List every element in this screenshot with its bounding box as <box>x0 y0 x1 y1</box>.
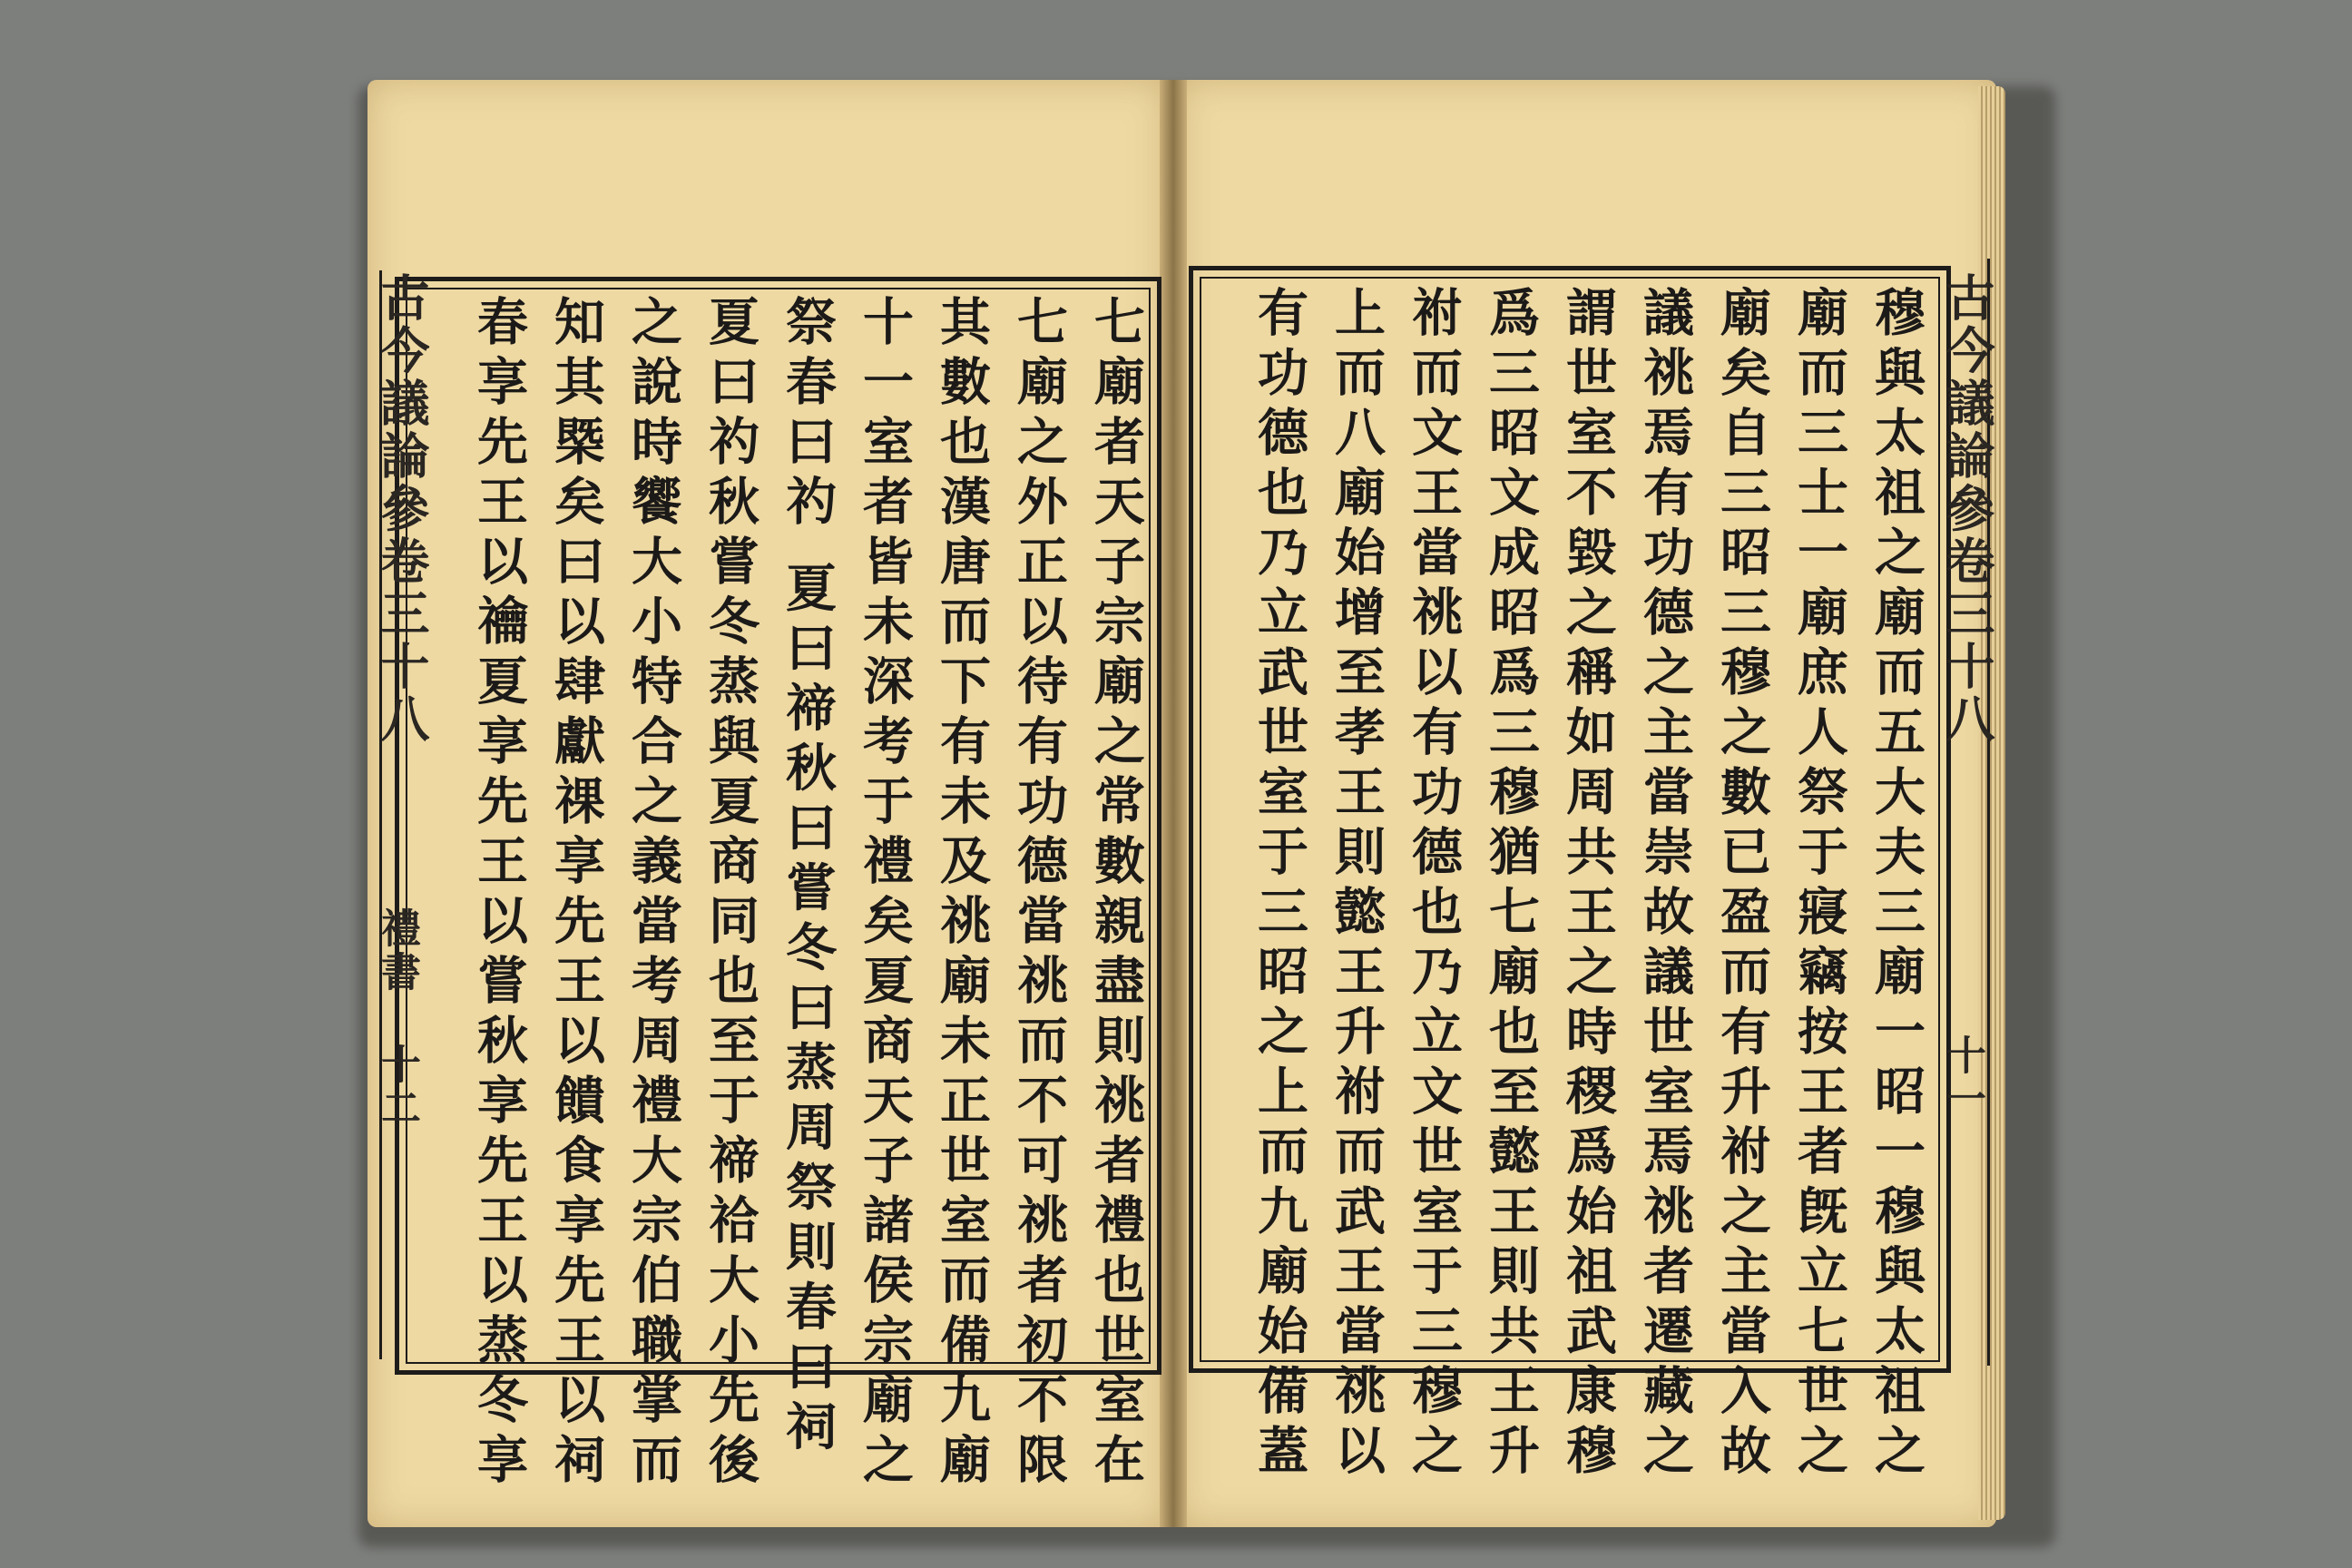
right-text-column: 廟而三士一廟庶人祭于寢竊按王者旣立七世之 <box>1789 286 1849 1484</box>
left-text-column: 夏曰礿秋嘗冬蒸與夏商同也至于禘祫大小先後 <box>701 295 760 1493</box>
left-text-column: 之說時饗大小特合之義當考周禮大宗伯職掌而 <box>623 295 683 1493</box>
left-text-column: 春享先王以禴夏享先王以嘗秋享先王以蒸冬享 <box>469 295 529 1493</box>
left-text-column: 其數也漢唐而下有未及祧廟未正世室而備九廟 <box>932 295 992 1493</box>
left-text-column: 七廟者天子宗廟之常數親盡則祧者禮也世室在 <box>1086 295 1146 1493</box>
left-text-column: 知其槩矣曰以肆獻祼享先王以饋食享先王以祠 <box>546 295 606 1493</box>
right-text-column: 爲三昭文成昭爲三穆猶七廟也至懿王則共王升 <box>1481 286 1541 1484</box>
right-text-column: 謂世室不毀之稱如周共王之時稷爲始祖武康穆 <box>1558 286 1618 1484</box>
right-fold-number: 十一 <box>1939 1034 1985 1122</box>
book-gutter <box>1160 80 1187 1527</box>
left-fold-section: 禮書 <box>374 907 420 995</box>
right-text-column: 祔而文王當祧以有功德也乃立文世室于三穆之 <box>1404 286 1464 1484</box>
right-text-column: 穆與太祖之廟而五大夫三廟一昭一穆與太祖之 <box>1867 286 1926 1484</box>
right-fold-title: 古今議論參卷三十八 <box>1938 272 1996 746</box>
right-text-column: 有功德也乃立武世室于三昭之上而九廟始備蓋 <box>1250 286 1309 1484</box>
left-text-column: 祭春曰礿 夏曰禘秋曰嘗冬曰蒸周祭則春曰祠 <box>778 295 838 1460</box>
right-text-column: 廟矣自三昭三穆之數已盈而有升祔之主當入故 <box>1712 286 1772 1484</box>
left-fold-title: 古今議論參卷三十八 <box>373 272 431 746</box>
right-text-column: 上而八廟始增至孝王則懿王升祔而武王當祧以 <box>1327 286 1387 1484</box>
left-text-column: 十一室者皆未深考于禮矣夏商天子諸侯宗廟之 <box>855 295 915 1493</box>
left-text-column: 七廟之外正以待有功德當祧而不可祧者初不限 <box>1009 295 1069 1493</box>
left-fold-number: 十二 <box>374 1044 420 1131</box>
right-text-column: 議祧焉有功德之主當崇故議世室焉祧者遷藏之 <box>1635 286 1695 1484</box>
